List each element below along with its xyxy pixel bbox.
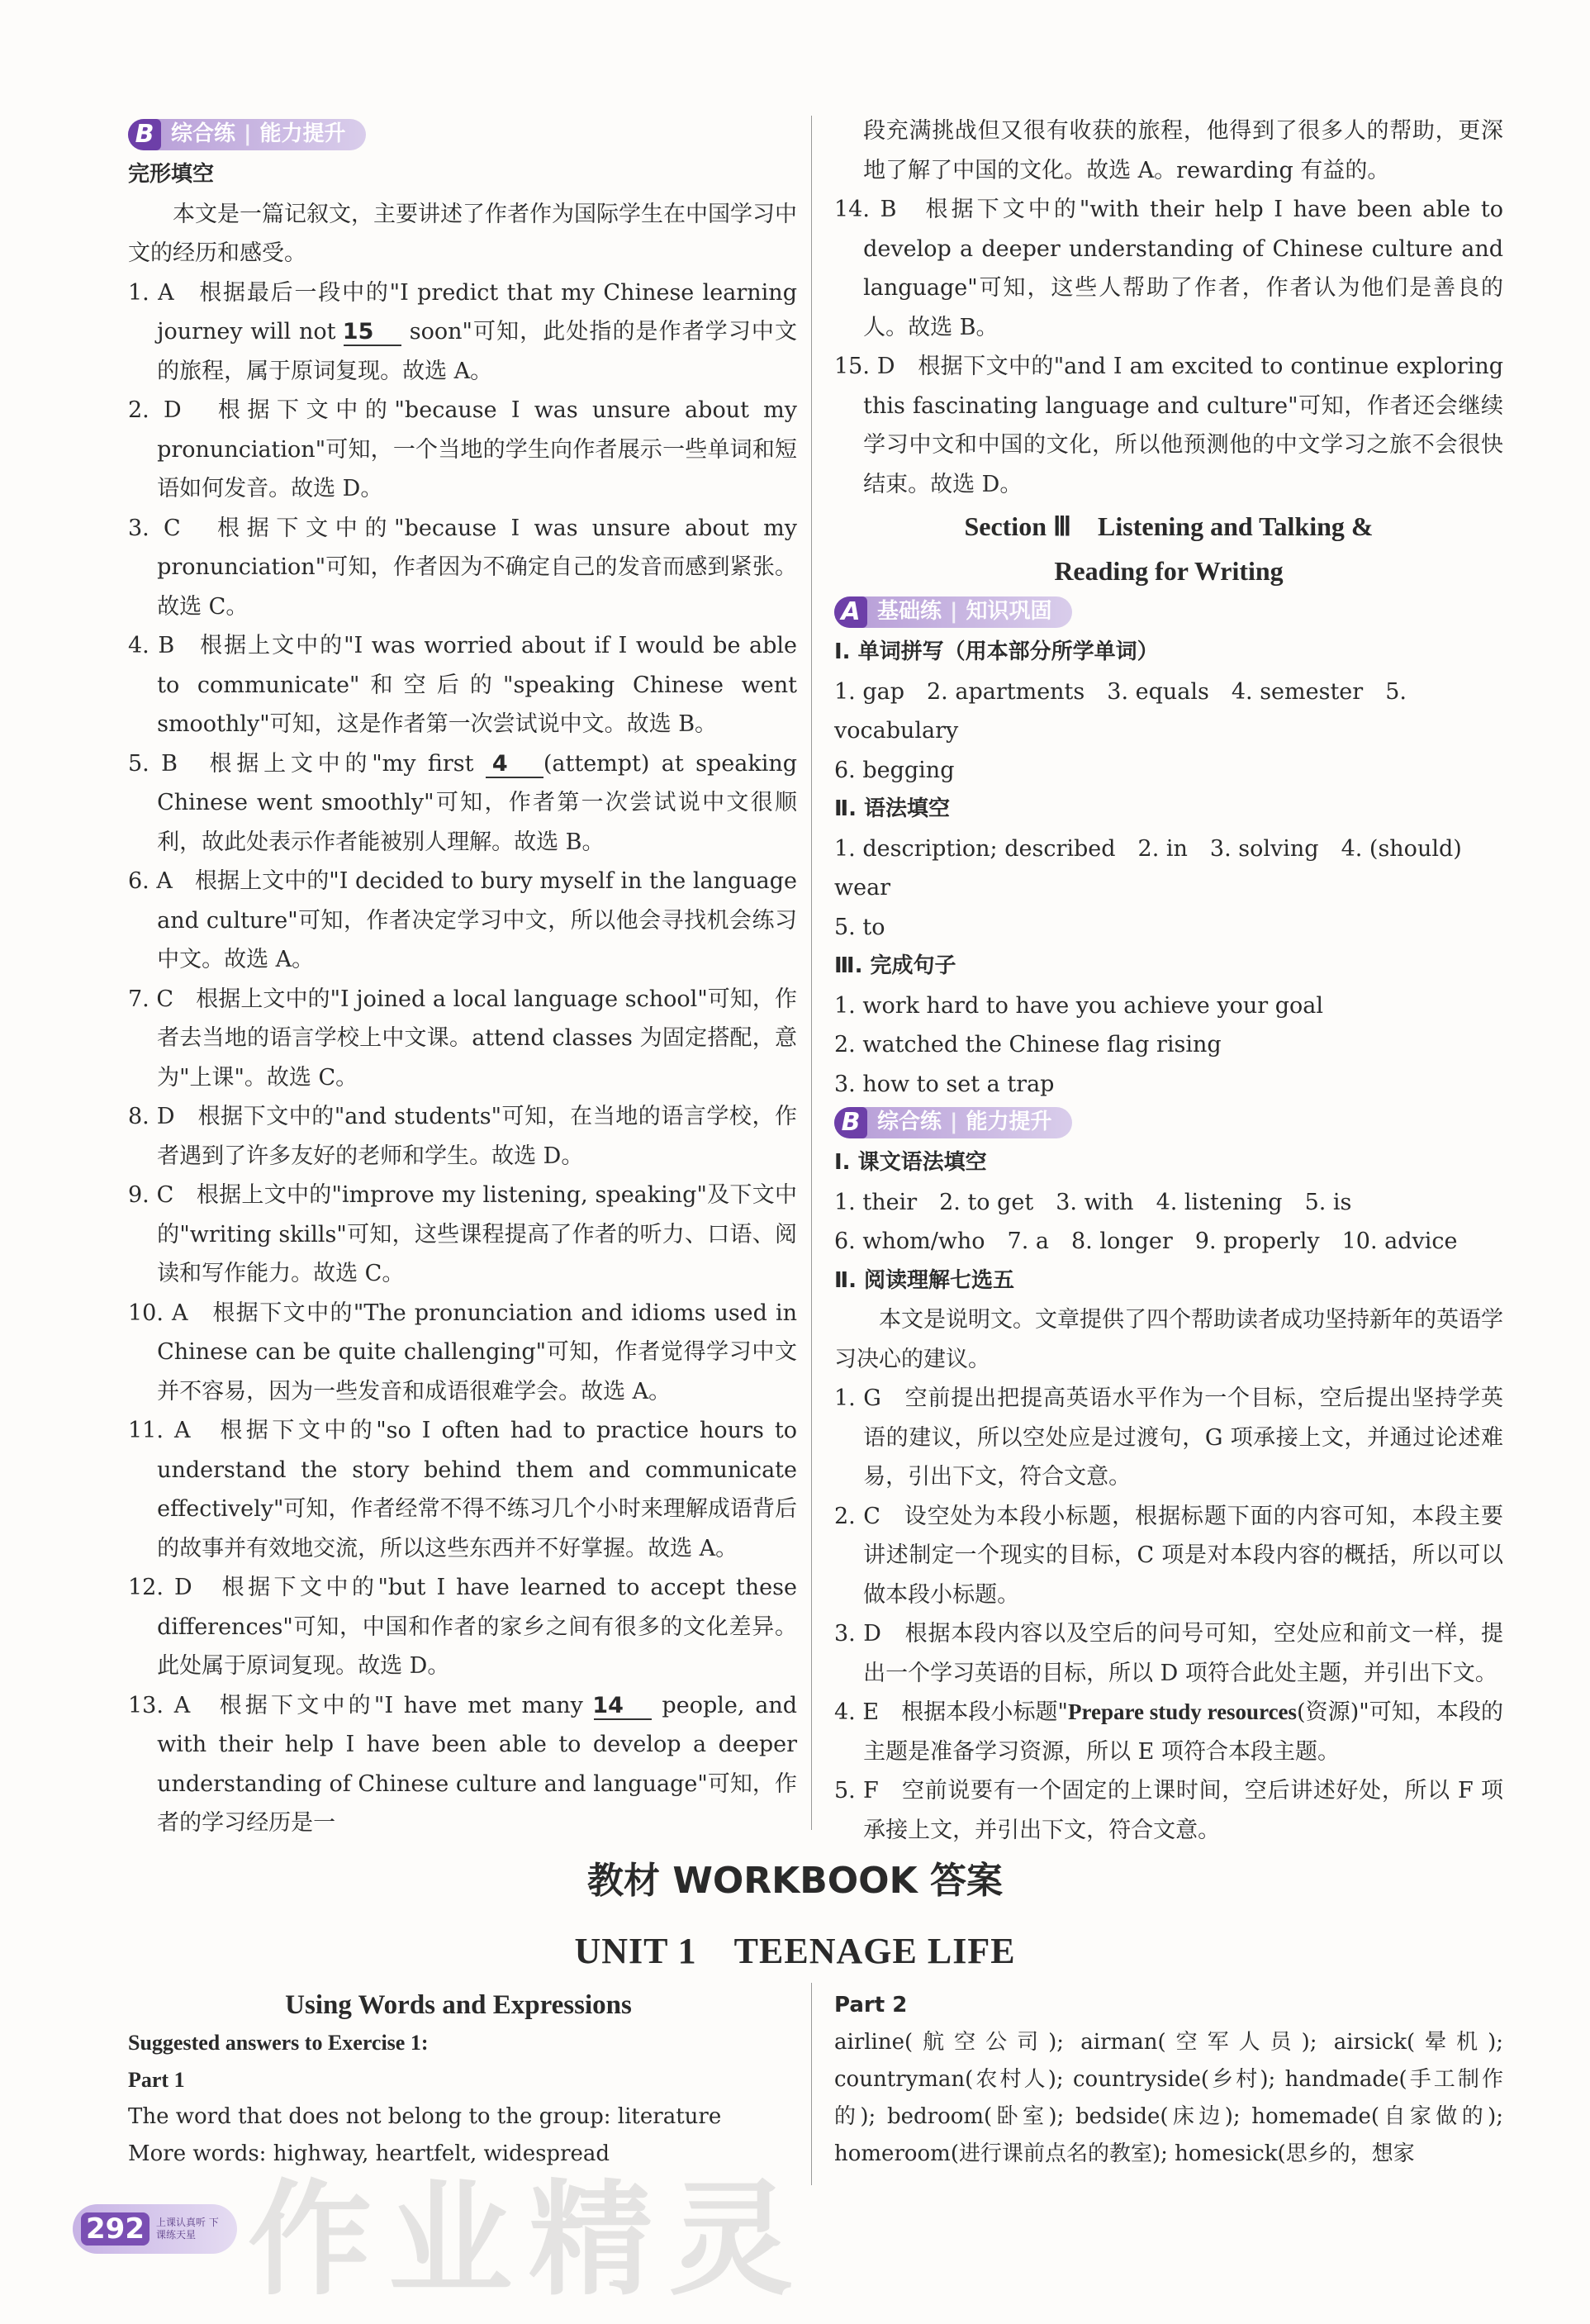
answer-item-text: 2. D 根据下文中的"because I was unsure about my pronunciation"可知，一个当地的学生向作者展示一些单词和短语如何发音。故选 D。 — [128, 397, 797, 501]
left-column — [128, 116, 797, 1843]
answer-item: 5. F 空前说要有一个固定的上课时间，空后讲述好处，所以 F 项承接上文，并引出下文，符合文意。 — [834, 1778, 1503, 1843]
page-slogan: 上课认真听 下课练天星 — [155, 2217, 219, 2241]
text-grammar-answers-2: 6. whom/who 7. a 8. longer 9. properly 10. advice — [834, 1229, 1458, 1254]
bottom-column-divider — [811, 1983, 812, 2185]
blank-number: 14 — [594, 1694, 652, 1720]
part1-label: Part 1 — [128, 2068, 185, 2092]
answer-item-text: 10. A 根据下文中的"The pronunciation and idioms used in Chinese can be quite challenging"可知，作者觉得学习中文并不容易，因为一些发音和成语很难学会。故选 A。 — [128, 1300, 797, 1404]
answer-item: 15. D 根据下文中的"and I am excited to continue exploring this fascinating language and culture"可知，作者还会继续学习中文和中国的文化，所以他预测他的中文学习之旅不会很快结束。故选 D。 — [834, 354, 1503, 497]
cloze-label: 完形填空 — [128, 162, 215, 187]
badge-separator: | — [244, 121, 252, 147]
grammar-answers-1: 1. description; described 2. in 3. solving 4. (should) wear — [834, 835, 1462, 901]
part2-text: airline(航空公司); airman(空军人员); airsick(晕机); countryman(农村人); countryside(乡村); handmade(手工制作的); bedroom(卧室); bedside(床边); homemade(自家做的); homeroom(进行课前点名的教室); homesick(思乡的，想家 — [834, 2030, 1503, 2166]
answer-list — [128, 273, 797, 1843]
blank-number: 4 — [486, 752, 543, 778]
answer-item-text: soon"可知，此处指的是作者学习中文的旅程，属于原词复现。故选 A。 — [157, 319, 797, 384]
answer-item-text: 11. A 根据下文中的"so I often had to practice hours to understand the story behind them and communicate effectively"可知，作者经常不得不练习几个小时来理解成语背后的故事并有效地交流，所以这些东西并不好掌握。故选 A。 — [128, 1418, 797, 1561]
answer-item — [128, 273, 797, 392]
page-number-badge — [73, 2204, 237, 2254]
answer-item — [128, 1176, 797, 1294]
workbook-title: 教材 WORKBOOK 答案 — [587, 1860, 1003, 1902]
column-divider — [811, 116, 812, 1830]
answer-item — [128, 980, 797, 1098]
answer-item — [128, 509, 797, 627]
section-title-line1: Section Ⅲ Listening and Talking & — [964, 511, 1374, 541]
watermark: 作业精灵 — [248, 2169, 810, 2312]
spelling-answers-1: 1. gap 2. apartments 3. equals 4. semester 5. vocabulary — [834, 678, 1407, 744]
badge-letter: B — [834, 1107, 867, 1138]
badge-subtitle: 能力提升 — [259, 121, 346, 147]
answer-item: 2. C 设空处为本段小标题，根据标题下面的内容可知，本段主要讲述制定一个现实的目标，C 项是对本段内容的概括，所以可以做本段小标题。 — [834, 1503, 1503, 1608]
badge-title: 基础练 — [877, 599, 942, 625]
spelling-answers-2: 6. begging — [834, 757, 955, 783]
answer-item-bold: Prepare study resources — [1067, 1699, 1298, 1724]
answer-item: 14. B 根据下文中的"with their help I have been able to develop a deeper understanding of Chinese culture and language"可知，这些人帮助了作者，作者认为他们是善良的人。故选 B。 — [834, 197, 1503, 340]
answer-item: 段充满挑战但又很有收获的旅程，他得到了很多人的帮助，更深地了解了中国的文化。故选 A。rewarding 有益的。 — [863, 118, 1503, 183]
sentence-answer: 2. watched the Chinese flag rising — [834, 1032, 1222, 1057]
answer-item-text: 5. B 根据上文中的"my first — [128, 750, 486, 777]
answer-item-text: 6. A 根据上文中的"I decided to bury myself in the language and culture"可知，作者决定学习中文，所以他会寻找机会练习中文。故选 A。 — [128, 868, 797, 972]
answer-item-text: 7. C 根据上文中的"I joined a local language school"可知，作者去当地的语言学校上中文课。attend classes 为固定搭配，意为"上课"。故选 C。 — [128, 986, 797, 1091]
section-badge-b — [128, 119, 366, 150]
answer-item — [128, 1097, 797, 1176]
answer-item — [128, 1294, 797, 1412]
answer-item — [128, 862, 797, 980]
answer-item: 1. G 空前提出把提高英语水平作为一个目标，空后提出坚持学英语的建议，所以空处应是过渡句，G 项承接上文，并通过论述难易，引出下文，符合文意。 — [834, 1385, 1503, 1490]
part1-line: More words: highway, heartfelt, widespread — [128, 2141, 610, 2166]
part2-label: Part 2 — [834, 1993, 908, 2017]
answer-item — [128, 391, 797, 509]
badge-separator: | — [950, 599, 958, 625]
answer-list-continued — [834, 112, 1503, 504]
answer-item — [128, 1411, 797, 1568]
part1-line: The word that does not belong to the group: literature — [128, 2104, 722, 2129]
suggested-answers-label: Suggested answers to Exercise 1: — [128, 2031, 429, 2055]
answer-item: 3. D 根据本段内容以及空后的问号可知，空处应和前文一样，提出一个学习英语的目标，所以 D 项符合此处主题，并引出下文。 — [834, 1621, 1503, 1686]
heading-seven-choose-five: Ⅱ. 阅读理解七选五 — [834, 1267, 1015, 1293]
badge-letter: B — [128, 119, 161, 150]
answer-item — [128, 744, 797, 863]
unit-title: UNIT 1 TEENAGE LIFE — [574, 1931, 1016, 1971]
answer-item-text: 8. D 根据下文中的"and students"可知，在当地的语言学校，作者遇到了许多友好的老师和学生。故选 D。 — [128, 1104, 797, 1169]
heading-sentences: Ⅲ. 完成句子 — [834, 953, 956, 978]
cloze-intro: 本文是一篇记叙文，主要讲述了作者作为国际学生在中国学习中文的经历和感受。 — [128, 201, 797, 266]
answer-item — [834, 1693, 1503, 1771]
workbook-right-column — [834, 1987, 1503, 2173]
workbook-subtitle: Using Words and Expressions — [285, 1990, 632, 2020]
badge-subtitle: 能力提升 — [966, 1110, 1052, 1135]
badge-subtitle: 知识巩固 — [966, 599, 1052, 625]
answer-item — [128, 626, 797, 744]
answer-item-text: 13. A 根据下文中的"I have met many — [128, 1692, 594, 1718]
answer-item-text: (attempt) at speaking Chinese went smoothly"可知，作者第一次尝试说中文很顺利，故此处表示作者能被别人理解。故选 B。 — [157, 750, 798, 855]
workbook-left-column — [128, 1987, 789, 2173]
section-title-line2: Reading for Writing — [1054, 556, 1284, 586]
answer-item-text: 4. E 根据本段小标题" — [834, 1699, 1068, 1725]
sentence-answer: 3. how to set a trap — [834, 1071, 1055, 1097]
section-badge-b2 — [834, 1107, 1072, 1138]
sentence-answer: 1. work hard to have you achieve your goal — [834, 992, 1323, 1019]
answer-item-text: 9. C 根据上文中的"improve my listening, speaking"及下文中的"writing skills"可知，这些课程提高了作者的听力、口语、阅读和写作能力。故选 C。 — [128, 1182, 797, 1286]
badge-title: 综合练 — [171, 121, 236, 147]
page-number: 292 — [81, 2212, 150, 2246]
answer-item-text: (资源)"可知，本段的主题是准备学习资源，所以 E 项符合本段主题。 — [863, 1699, 1503, 1765]
grammar-answers-2: 5. to — [834, 914, 885, 940]
answer-item-text: 12. D 根据下文中的"but I have learned to accept these differences"可知，中国和作者的家乡之间有很多的文化差异。此处属于原词复现。故选 D。 — [128, 1575, 797, 1679]
answer-item-text: people, and with their help I have been able to develop a deeper understanding of Chinese culture and language"可知，作者的学习经历是一 — [157, 1692, 797, 1836]
text-grammar-answers-1: 1. their 2. to get 3. with 4. listening 5. is — [834, 1189, 1352, 1215]
blank-number: 15 — [344, 320, 401, 346]
answer-item — [128, 1686, 797, 1843]
answer-item — [128, 1568, 797, 1686]
heading-spelling: Ⅰ. 单词拼写（用本部分所学单词） — [834, 639, 1159, 664]
right-column — [834, 112, 1503, 1850]
badge-separator: | — [950, 1110, 958, 1135]
answer-item-text: 1. A 根据最后一段中的"I predict that my Chinese learning journey will not — [128, 279, 797, 345]
badge-letter: A — [834, 596, 867, 628]
badge-title: 综合练 — [877, 1110, 942, 1135]
answer-item-text: 4. B 根据上文中的"I was worried about if I would be able to communicate"和空后的"speaking Chinese went smoothly"可知，这是作者第一次尝试说中文。故选 B。 — [128, 633, 797, 737]
answer-item-text: 3. C 根据下文中的"because I was unsure about my pronunciation"可知，作者因为不确定自己的发音而感到紧张。故选 C。 — [128, 515, 797, 620]
heading-text-grammar: Ⅰ. 课文语法填空 — [834, 1150, 987, 1175]
heading-grammar: Ⅱ. 语法填空 — [834, 796, 951, 821]
reading-intro: 本文是说明文。文章提供了四个帮助读者成功坚持新年的英语学习决心的建议。 — [834, 1307, 1503, 1372]
section-badge-a — [834, 596, 1072, 628]
